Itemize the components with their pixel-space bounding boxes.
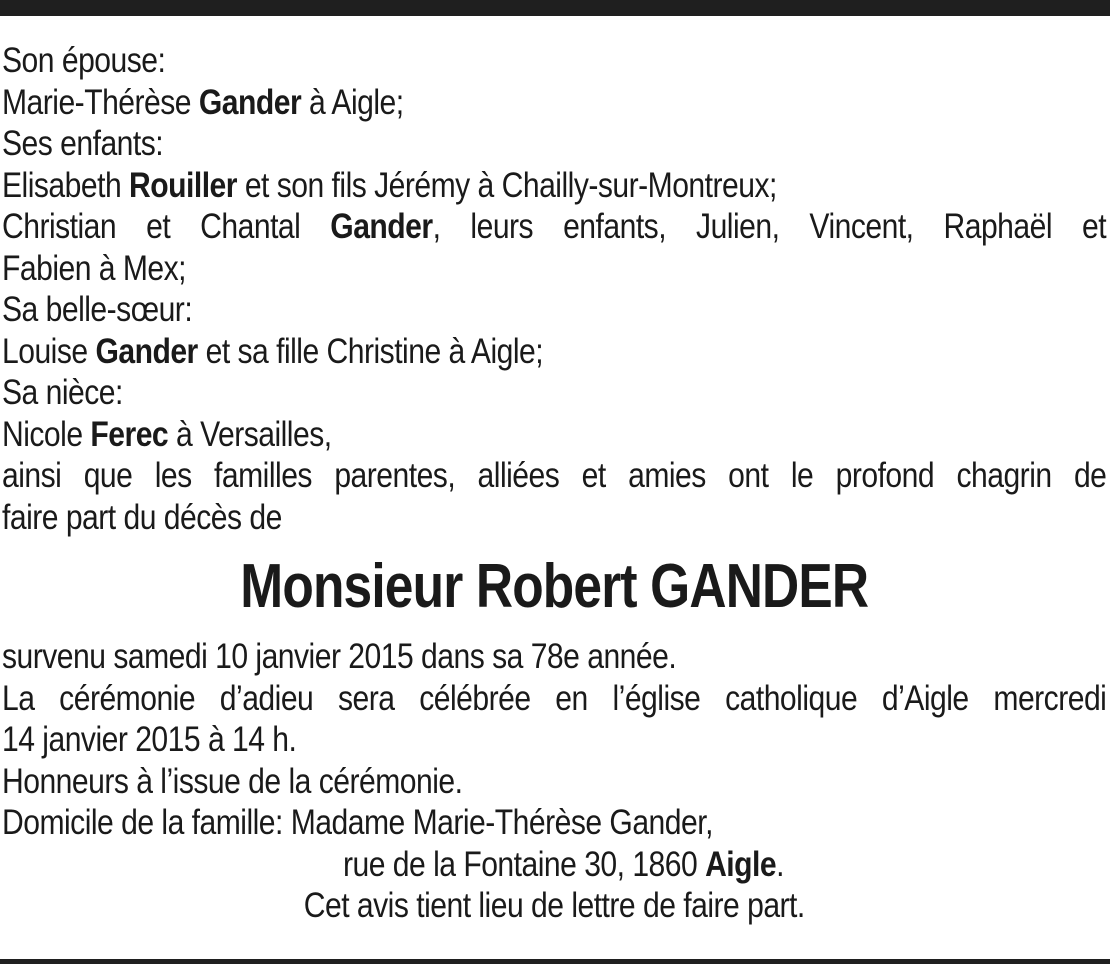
death-line: survenu samedi 10 janvier 2015 dans sa 78e année. <box>2 637 677 676</box>
ceremony-line-2: 14 janvier 2015 à 14 h. <box>2 720 297 759</box>
children-heading: Ses enfants: <box>2 124 164 163</box>
sister-in-law-heading: Sa belle-sœur: <box>2 290 193 329</box>
sister-in-law-line: Louise Gander et sa fille Christine à Aigle; <box>2 331 544 371</box>
closing-line: Cet avis tient lieu de lettre de faire part. <box>303 886 805 925</box>
spouse-surname: Gander <box>198 82 302 122</box>
bottom-rule <box>0 959 1110 964</box>
child-1-surname: Rouiller <box>129 165 237 205</box>
address-city: Aigle <box>705 844 777 884</box>
niece-surname: Ferec <box>90 414 169 454</box>
address-line: rue de la Fontaine 30, 1860 Aigle. <box>343 844 784 884</box>
deceased-name: Monsieur Robert GANDER <box>240 552 868 621</box>
niece-heading: Sa nièce: <box>2 373 123 412</box>
child-line-2: Christian et Chantal Gander, leurs enfants, Julien, Vincent, Raphaël et <box>2 207 1107 246</box>
spouse-line: Marie-Thérèse Gander à Aigle; <box>2 82 404 122</box>
spouse-heading: Son épouse: <box>2 41 166 80</box>
sister-in-law-surname: Gander <box>95 331 198 371</box>
child-line-2-cont: Fabien à Mex; <box>2 248 187 288</box>
families-line-2: faire part du décès de <box>2 497 282 537</box>
child-line-1: Elisabeth Rouiller et son fils Jérémy à Chailly-sur-Montreux; <box>2 165 777 205</box>
honours-line: Honneurs à l’issue de la cérémonie. <box>2 761 463 801</box>
death-notice <box>2 40 1106 927</box>
families-line-1: ainsi que les familles parentes, alliées et amies ont le profond chagrin de <box>2 456 1107 495</box>
niece-line: Nicole Ferec à Versailles, <box>2 414 332 454</box>
ceremony-line-1: La cérémonie d’adieu sera célébrée en l’église catholique d’Aigle mercredi <box>2 678 1107 718</box>
top-rule <box>0 0 1110 16</box>
domicile-line: Domicile de la famille: Madame Marie-Thérèse Gander, <box>2 803 713 842</box>
child-2-surname: Gander <box>330 207 433 246</box>
